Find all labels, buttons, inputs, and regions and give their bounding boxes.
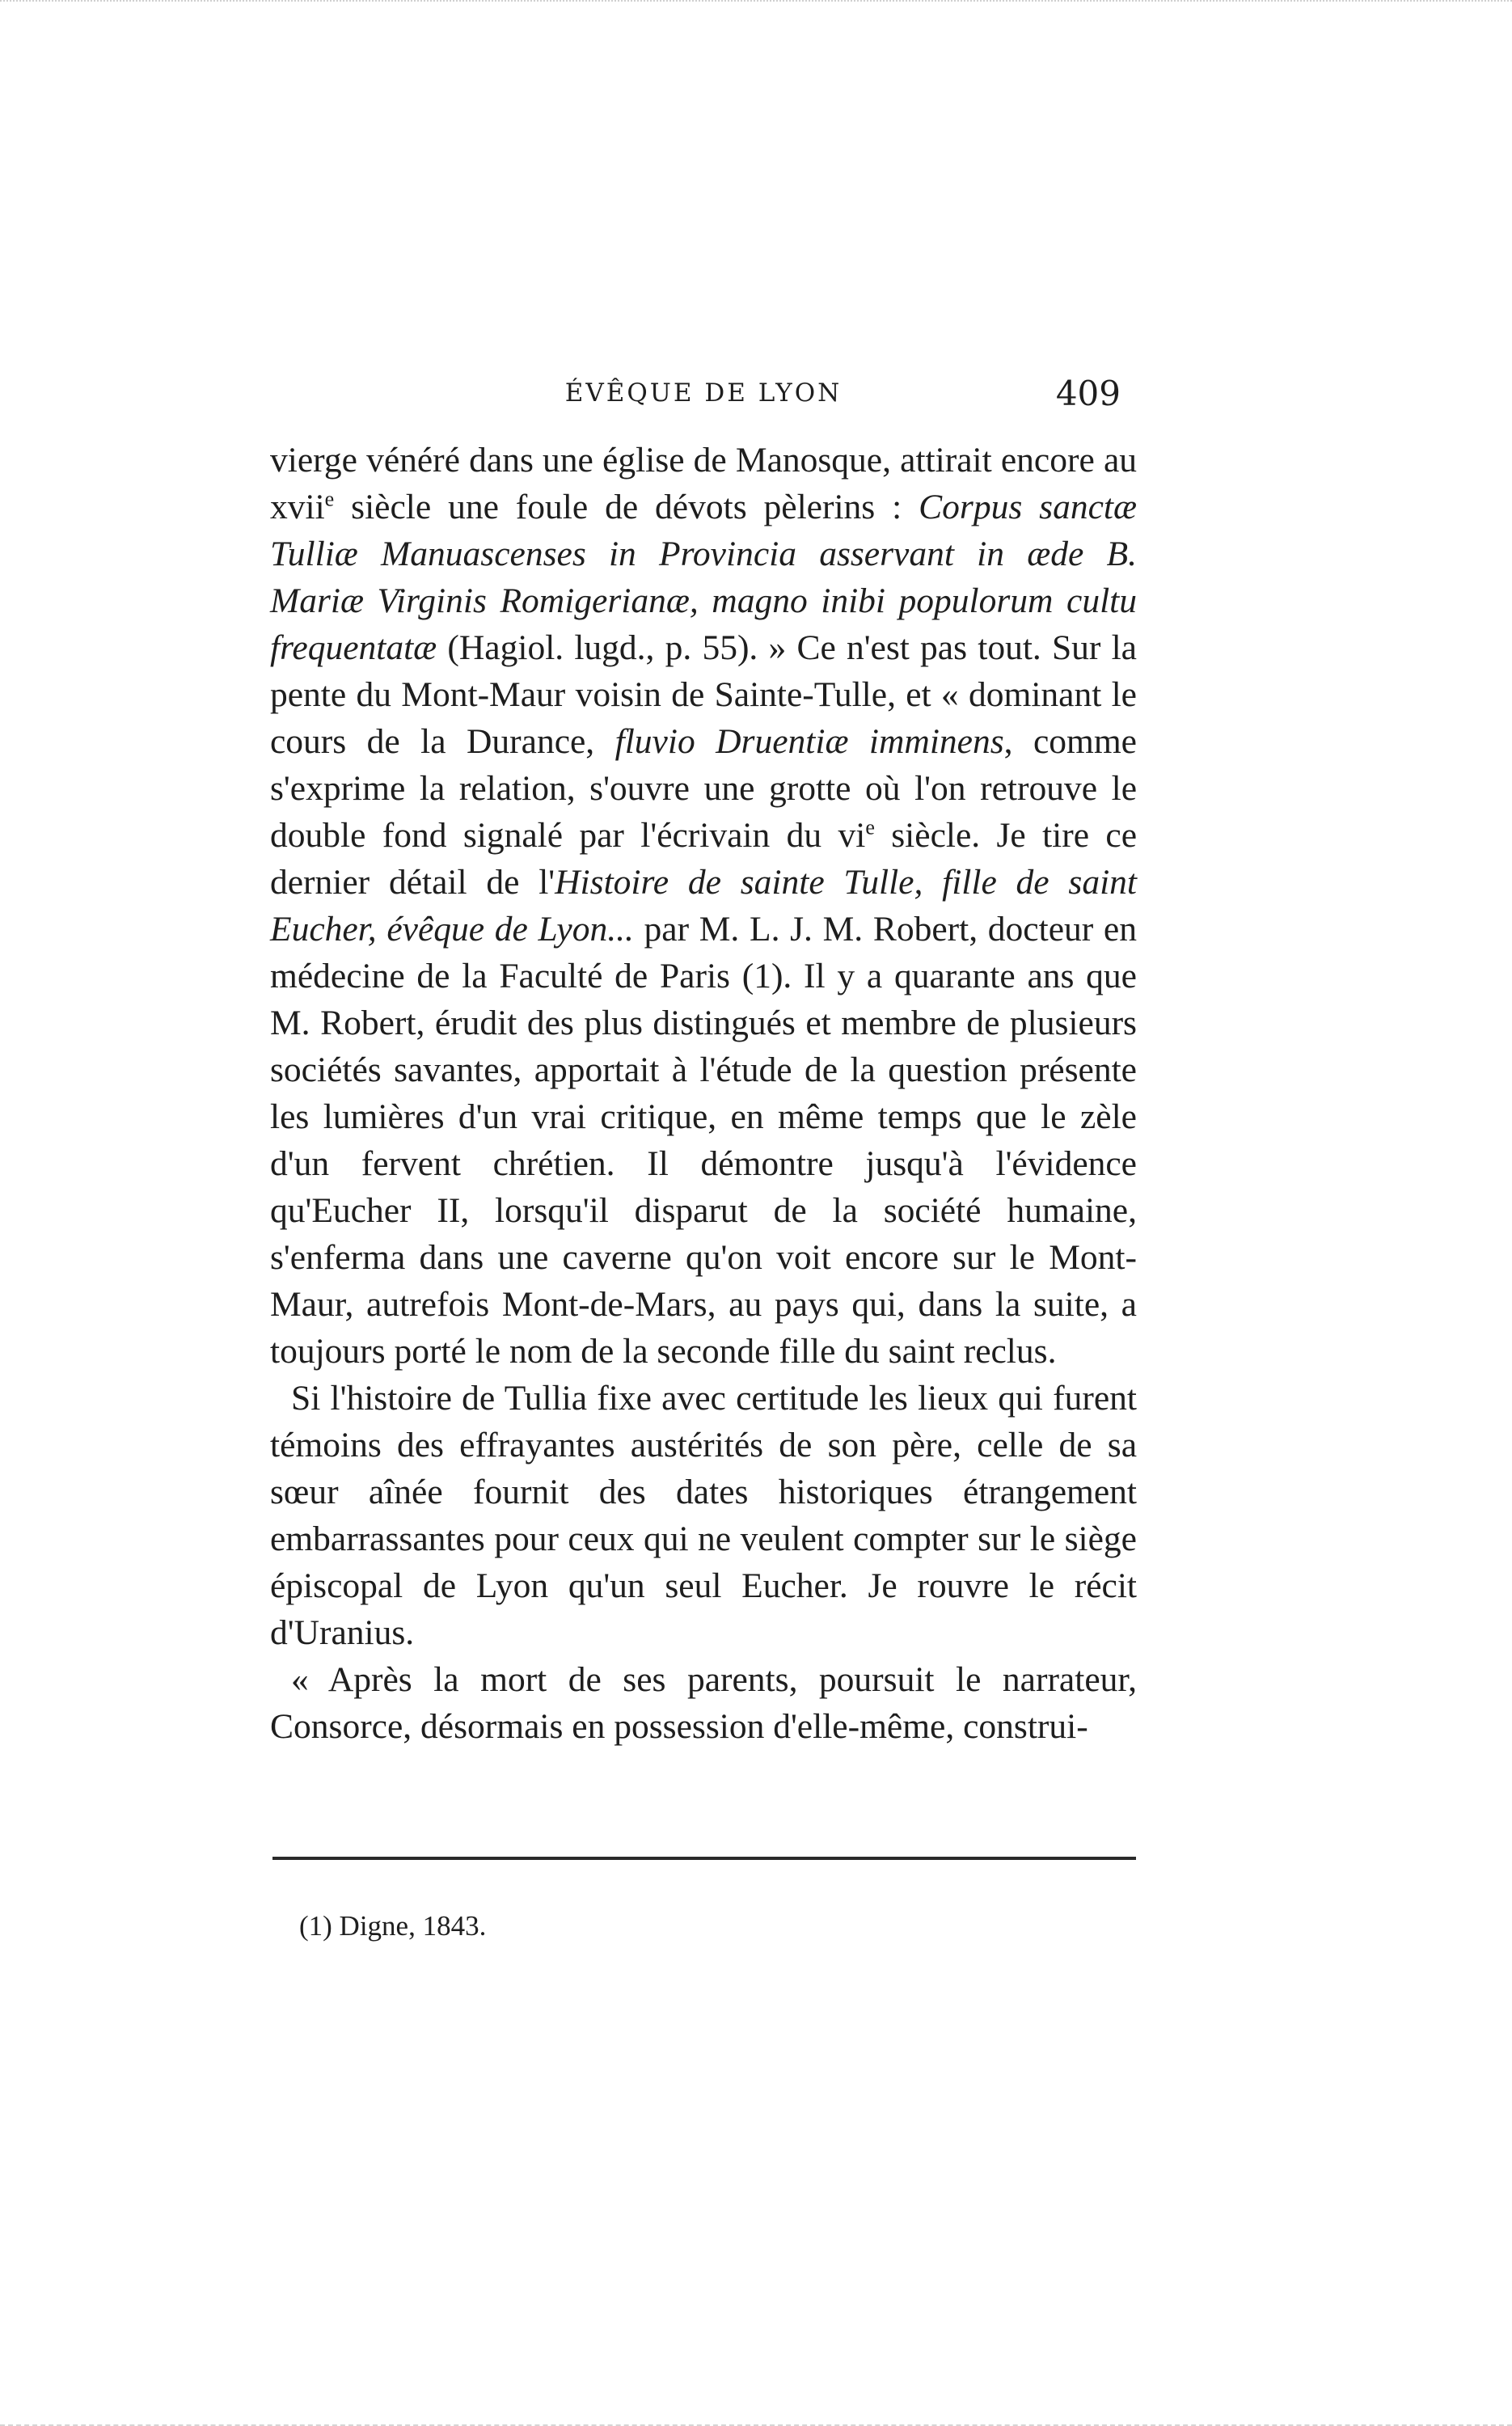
text-run: par M. L. J. M. Robert, docteur en médecine de la Faculté de Paris (1). Il y a quarante ans que M. Robert, érudit des plus distingués et membre de plusieurs sociétés savantes, apportait à l'étude de la question présente les lumières d'un vrai critique, en même temps que le zèle d'un fervent chrétien. Il démontre jusqu'à l'évidence qu'Eucher II, lorsqu'il disparut de la société humaine, s'enferma dans une caverne qu'on voit encore sur le Mont-Maur, autrefois Mont-de-Mars, au pays qui, dans la suite, a toujours porté le nom de la seconde fille du saint reclus. [270,910,1137,1371]
superscript: e [865,815,875,839]
italic-run: Corpus sanctæ Tulliæ Manuascenses in Provincia asservant in æde B. Mariæ Virginis Romigerianæ, magno inibi populorum cultu frequentatæ [270,488,1137,667]
page-number: 409 [1055,374,1121,413]
text-run: , comme s'exprime la relation, s'ouvre une grotte où l'on retrouve le double fond signalé par l'écrivain du vi [270,722,1137,855]
paragraph-3: « Après la mort de ses parents, poursuit le narrateur, Consorce, désormais en possession d'elle-même, construi- [270,1660,1137,1746]
italic-run: fluvio Druentiæ imminens [615,722,1004,761]
running-title: ÉVÊQUE DE LYON [564,378,843,408]
italic-run: Histoire de sainte Tulle, fille de saint Eucher, évêque de Lyon... [270,863,1137,949]
footnote-rule [272,1857,1136,1860]
text-run: vierge vénéré dans une église de Manosque, attirait encore au xvii [270,441,1137,526]
scan-edge-top [0,0,1512,13]
paragraph-1 [270,437,1137,1375]
text-run: siècle une foule de dévots pèlerins : [334,488,919,526]
page-header [270,374,1137,422]
body-text [270,437,1137,1750]
text-run: (Hagiol. lugd., p. 55). » Ce n'est pas tout. Sur la pente du Mont-Maur voisin de Sainte-Tulle, et « dominant le cours de la Durance, [270,628,1137,761]
text-run: siècle. Je tire ce dernier détail de l' [270,816,1137,902]
footnote: (1) Digne, 1843. [299,1910,487,1942]
scan-edge-bottom [0,2413,1512,2426]
superscript: e [324,487,335,511]
paragraph-2: Si l'histoire de Tullia fixe avec certitude les lieux qui furent témoins des effrayantes austérités de son père, celle de sa sœur aînée fournit des dates historiques étrangement embarrassantes pour ceux qui ne veulent compter sur le siège épiscopal de Lyon qu'un seul Eucher. Je rouvre le récit d'Uranius. [270,1379,1137,1652]
